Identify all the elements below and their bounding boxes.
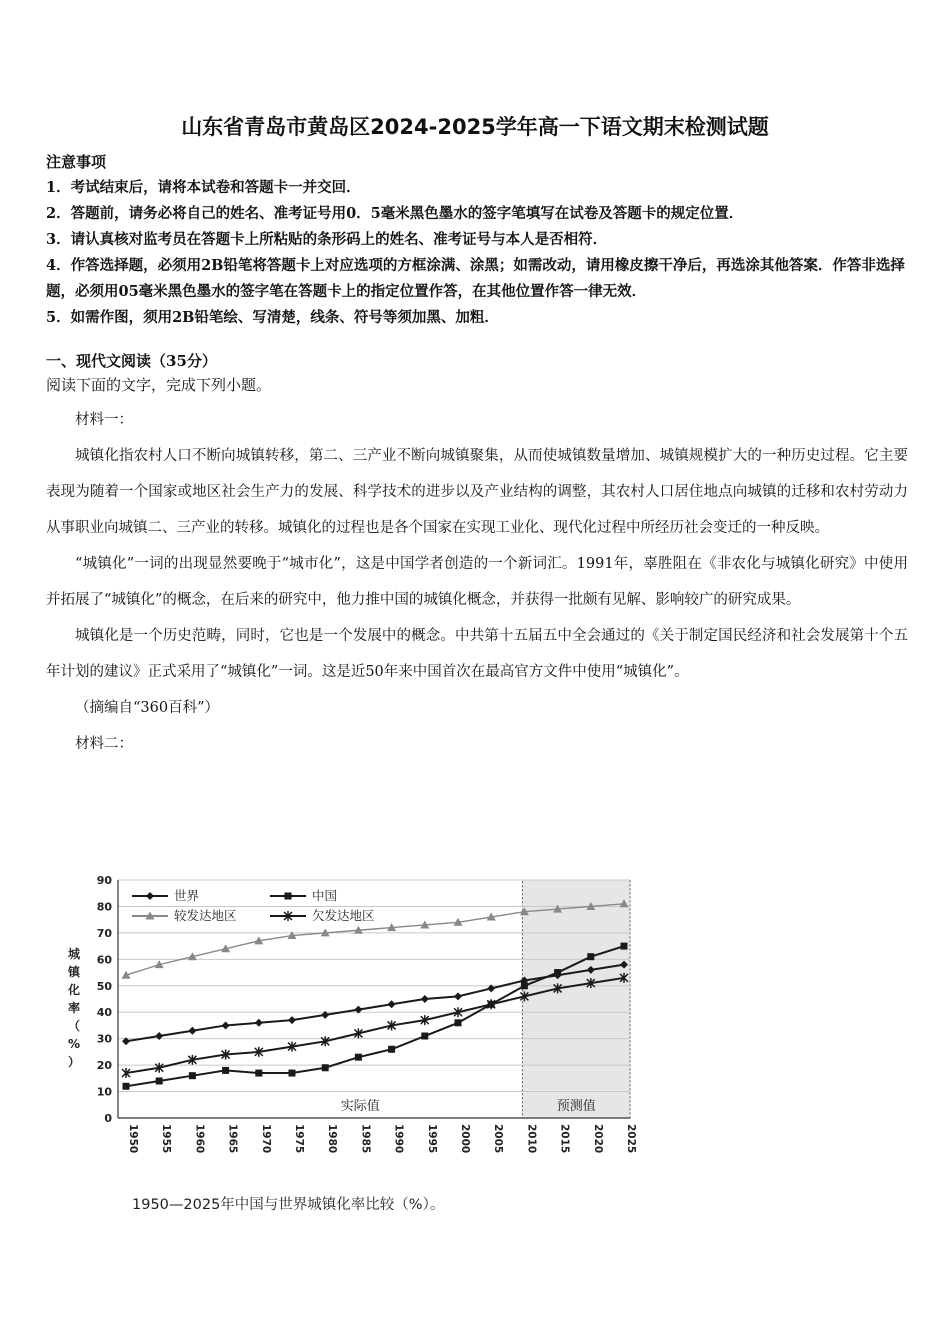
y-tick-label: 60 bbox=[96, 953, 112, 967]
x-tick-label: 2015 bbox=[558, 1124, 571, 1154]
x-tick-label: 1960 bbox=[193, 1124, 206, 1154]
x-tick-label: 2025 bbox=[625, 1124, 637, 1154]
data-point-china bbox=[554, 969, 561, 976]
data-point-world bbox=[421, 995, 429, 1003]
exam-title: 山东省青岛市黄岛区2024-2025学年高一下语文期末检测试题 bbox=[181, 115, 769, 139]
notice-item: 4．作答选择题，必须用2B铅笔将答题卡上对应选项的方框涂满、涂黑；如需改动，请用橡皮擦干净后，再选涂其他答案．作答非选择题，必须用05毫米黑色墨水的签字笔在答题卡上的指定位置作答，在其他位置作答一律无效． bbox=[46, 257, 905, 300]
actual-region-label: 实际值 bbox=[340, 1099, 380, 1114]
x-tick-label: 2000 bbox=[459, 1124, 471, 1154]
y-tick-label: 20 bbox=[96, 1059, 112, 1073]
data-point-china bbox=[355, 1054, 362, 1061]
chart-svg bbox=[60, 868, 640, 1168]
y-axis-label-char: 城 bbox=[67, 947, 81, 961]
y-tick-label: 30 bbox=[96, 1032, 112, 1046]
y-axis-label-char: 化 bbox=[67, 983, 81, 997]
y-axis-label-char: ） bbox=[67, 1055, 81, 1069]
y-axis-label-char: 率 bbox=[67, 1001, 81, 1015]
data-point-china bbox=[289, 1070, 296, 1077]
x-tick-label: 1965 bbox=[226, 1124, 239, 1154]
section-intro: 阅读下面的文字，完成下列小题。 bbox=[46, 376, 272, 394]
forecast-region bbox=[522, 880, 630, 1118]
data-point-china bbox=[222, 1067, 229, 1074]
notice-item: 3．请认真核对监考员在答题卡上所粘贴的条形码上的姓名、准考证号与本人是否相符． bbox=[46, 231, 608, 248]
data-point-china bbox=[189, 1072, 196, 1079]
y-tick-label: 90 bbox=[96, 874, 112, 887]
data-point-china bbox=[388, 1046, 395, 1053]
data-point-world bbox=[146, 892, 154, 900]
data-point-world bbox=[222, 1021, 230, 1029]
legend-less-developed-label: 欠发达地区 bbox=[312, 908, 375, 923]
data-point-world bbox=[188, 1027, 196, 1035]
notice-heading: 注意事项 bbox=[46, 153, 107, 171]
x-tick-label: 1950 bbox=[127, 1124, 139, 1154]
material-paragraph: 城镇化是一个历史范畴，同时，它也是一个发展中的概念。中共第十五届五中全会通过的《关于制定国民经济和社会发展第十个五年计划的建议》正式采用了“城镇化”一词。这是近50年来中国首次在最高官方文件中使用“城镇化”。 bbox=[46, 628, 908, 680]
y-tick-label: 70 bbox=[96, 926, 112, 940]
section-heading: 一、现代文阅读（35分） bbox=[46, 352, 217, 370]
legend-world-label: 世界 bbox=[174, 888, 200, 903]
data-point-china bbox=[587, 953, 594, 960]
material-paragraph: 城镇化指农村人口不断向城镇转移，第二、三产业不断向城镇聚集，从而使城镇数量增加、城镇规模扩大的一种历史过程。它主要表现为随着一个国家或地区社会生产力的发展、科学技术的进步以及产业结构的调整，其农村人口居住地点向城镇的迁移和农村劳动力从事职业向城镇二、三产业的转移。城镇化的过程也是各个国家在实现工业化、现代化过程中所经历社会变迁的一种反映。 bbox=[46, 448, 908, 536]
x-tick-label: 2010 bbox=[525, 1124, 538, 1154]
y-axis-label-char: （ bbox=[67, 1019, 81, 1033]
x-tick-label: 2020 bbox=[591, 1124, 604, 1154]
y-tick-label: 50 bbox=[96, 979, 112, 993]
data-point-china bbox=[621, 943, 628, 950]
x-tick-label: 1980 bbox=[326, 1124, 339, 1154]
legend-china-label: 中国 bbox=[312, 888, 338, 903]
y-axis-label-char: % bbox=[67, 1037, 81, 1051]
x-tick-label: 1985 bbox=[359, 1124, 372, 1154]
x-tick-label: 1975 bbox=[293, 1124, 305, 1154]
chart-caption: 1950—2025年中国与世界城镇化率比较（%）。 bbox=[132, 1197, 445, 1213]
data-point-world bbox=[454, 992, 462, 1000]
material-two-label: 材料二： bbox=[75, 736, 133, 752]
data-point-china bbox=[156, 1077, 163, 1084]
data-point-china bbox=[255, 1070, 262, 1077]
legend-developed-label: 较发达地区 bbox=[174, 908, 237, 923]
notice-item: 2．答题前，请务必将自己的姓名、准考证号用0．5毫米黑色墨水的签字笔填写在试卷及答题卡的规定位置． bbox=[46, 205, 744, 222]
data-point-china bbox=[421, 1033, 428, 1040]
forecast-region-label: 预测值 bbox=[556, 1099, 596, 1114]
data-point-china bbox=[285, 893, 292, 900]
data-point-china bbox=[322, 1064, 329, 1071]
material-one-label: 材料一： bbox=[75, 412, 133, 428]
data-point-world bbox=[255, 1019, 263, 1027]
y-tick-label: 80 bbox=[96, 900, 112, 914]
x-tick-label: 2005 bbox=[492, 1124, 505, 1154]
data-point-world bbox=[288, 1016, 296, 1024]
y-tick-label: 40 bbox=[96, 1006, 112, 1020]
material-paragraph: “城镇化”一词的出现显然要晚于“城市化”，这是中国学者创造的一个新词汇。1991年，辜胜阻在《非农化与城镇化研究》中使用并拓展了“城镇化”的概念，在后来的研究中，他力推中国的城镇化概念，并获得一批颇有见解、影响较广的研究成果。 bbox=[46, 556, 908, 608]
x-tick-label: 1970 bbox=[259, 1124, 272, 1154]
data-point-china bbox=[455, 1019, 462, 1026]
x-tick-label: 1995 bbox=[425, 1124, 438, 1154]
x-tick-label: 1955 bbox=[160, 1124, 173, 1154]
y-axis-label-char: 镇 bbox=[67, 965, 81, 979]
material-one bbox=[46, 402, 908, 762]
data-point-china bbox=[521, 982, 528, 989]
urbanization-chart bbox=[60, 868, 640, 1168]
y-tick-label: 0 bbox=[104, 1112, 112, 1125]
y-tick-label: 10 bbox=[96, 1085, 112, 1099]
x-tick-label: 1990 bbox=[392, 1124, 405, 1154]
source-note: （摘编自“360百科”） bbox=[75, 700, 220, 716]
data-point-world bbox=[388, 1000, 396, 1008]
notice-item: 1．考试结束后，请将本试卷和答题卡一并交回． bbox=[46, 179, 361, 196]
data-point-china bbox=[123, 1083, 130, 1090]
notice-item: 5．如需作图，须用2B铅笔绘、写清楚，线条、符号等须加黑、加粗． bbox=[46, 309, 499, 326]
notice-list bbox=[46, 175, 912, 331]
